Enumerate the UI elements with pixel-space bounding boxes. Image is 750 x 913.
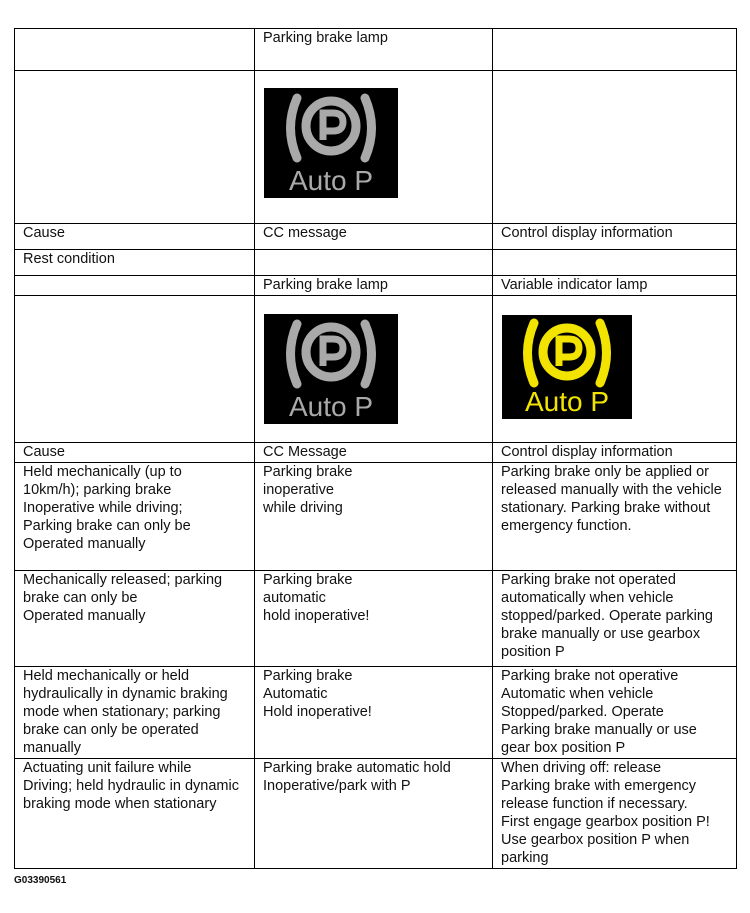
control-display-cell: Parking brake only be applied or released manually with the vehicle stationary. Parking brake without emergency function.: [493, 463, 737, 571]
lamp-label: Auto P: [288, 165, 374, 196]
empty-cell: [15, 71, 255, 224]
empty-cell: [15, 276, 255, 296]
cc-message-cell: Parking brake automatic hold inoperative!: [255, 571, 493, 667]
cc-message-cell: Parking brake inoperative while driving: [255, 463, 493, 571]
parking-brake-auto-p-icon: [264, 88, 398, 198]
cause-cell: Held mechanically (up to 10km/h); parking brake Inoperative while driving; Parking brake can only be Operated manually: [15, 463, 255, 571]
lamp-cell: [493, 296, 737, 443]
rest-condition-row: [15, 250, 737, 276]
control-display-cell: When driving off: release Parking brake with emergency release function if necessary. First engage gearbox position P! Use gearbox position P when parking: [493, 759, 737, 869]
header-row-2: [15, 443, 737, 463]
empty-cell: [15, 296, 255, 443]
cc-message-cell: Parking brake automatic hold Inoperative/park with P: [255, 759, 493, 869]
top-header-empty-cell: [493, 29, 737, 71]
header-parking-brake-lamp: Parking brake lamp: [255, 276, 493, 296]
control-display-cell: Parking brake not operative Automatic when vehicle Stopped/parked. Operate Parking brake manually or use gear box position P: [493, 667, 737, 759]
lamp-image-row-1: [15, 71, 737, 224]
table-row: [15, 667, 737, 759]
table-row: [15, 759, 737, 869]
lamp-label: Auto P: [524, 386, 610, 417]
top-header-row: [15, 29, 737, 71]
cause-cell: Actuating unit failure while Driving; held hydraulic in dynamic braking mode when stationary: [15, 759, 255, 869]
parking-brake-info-table: [14, 28, 737, 869]
lamp-header-row: [15, 276, 737, 296]
header-cause: Cause: [15, 224, 255, 250]
variable-indicator-auto-p-icon: [502, 315, 632, 419]
lamp-cell: [255, 71, 493, 224]
cc-message-cell: Parking brake Automatic Hold inoperative!: [255, 667, 493, 759]
header-cc-message: CC message: [255, 224, 493, 250]
header-cause: Cause: [15, 443, 255, 463]
parking-brake-auto-p-icon: [264, 314, 398, 424]
control-display-cell: Parking brake not operated automatically when vehicle stopped/parked. Operate parking brake manually or use gearbox position P: [493, 571, 737, 667]
lamp-image-row-2: [15, 296, 737, 443]
table-row: [15, 463, 737, 571]
header-variable-indicator-lamp: Variable indicator lamp: [493, 276, 737, 296]
table-row: [15, 571, 737, 667]
cause-cell: Held mechanically or held hydraulically in dynamic braking mode when stationary; parking brake can only be operated manually: [15, 667, 255, 759]
header-cc-message: CC Message: [255, 443, 493, 463]
empty-cell: [493, 250, 737, 276]
top-header-parking-lamp: Parking brake lamp: [255, 29, 493, 71]
cause-cell: Mechanically released; parking brake can only be Operated manually: [15, 571, 255, 667]
lamp-label: Auto P: [288, 391, 374, 422]
header-control-display: Control display information: [493, 443, 737, 463]
empty-cell: [493, 71, 737, 224]
empty-cell: [255, 250, 493, 276]
lamp-cell: [255, 296, 493, 443]
header-row-1: [15, 224, 737, 250]
header-control-display: Control display information: [493, 224, 737, 250]
rest-condition-label: Rest condition: [15, 250, 255, 276]
figure-code: G03390561: [14, 875, 67, 886]
top-header-empty-cell: [15, 29, 255, 71]
